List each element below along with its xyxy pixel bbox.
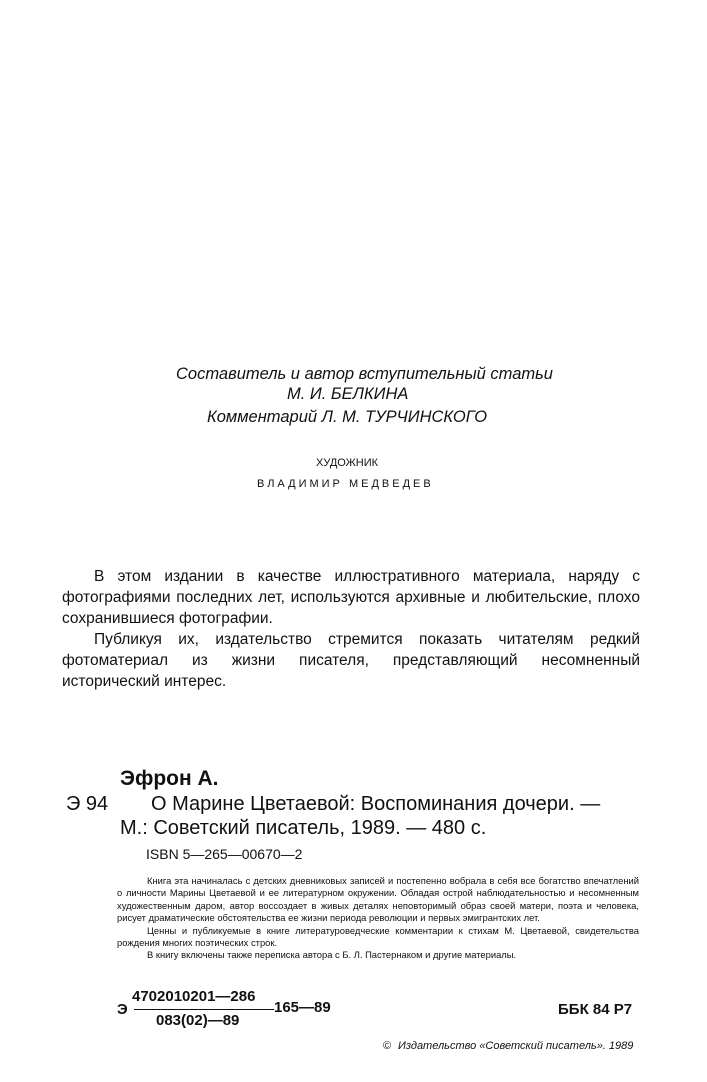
isbn: ISBN 5—265—00670—2 [146, 846, 303, 862]
copyright-symbol: © [383, 1040, 392, 1052]
illustration-notice [62, 566, 640, 692]
compiler-name: М. И. БЕЛКИНА [287, 385, 409, 403]
book-title-line-2: М.: Советский писатель, 1989. — 480 с. [120, 817, 487, 839]
classification-letter: Э [117, 1001, 128, 1018]
annotation-paragraph-1: Книга эта начиналась с детских дневниковых записей и постепенно вобрала в себя все богатство впечатлений о личности Марины Цветаевой и ее литературном окружении. Обладая острой наблюдательностью и несомненным художественным даром, автор воссоздает в живых деталях неповторимый образ своей матери, поэта и человека, рисует драматические обстоятельства ее жизни периода революции и первых эмигрантских лет. [117, 875, 639, 924]
annotation [117, 875, 639, 962]
bbk-code: ББК 84 Р7 [558, 1001, 633, 1018]
artist-name: ВЛАДИМИР МЕДВЕДЕВ [257, 478, 434, 490]
annotation-paragraph-3: В книгу включены также переписка автора с Б. Л. Пастернаком и другие материалы. [147, 949, 517, 961]
catalog-index: Э 94 [66, 793, 109, 815]
classification-numerator: 4702010201—286 [132, 988, 256, 1005]
classification-suffix: 165—89 [274, 999, 331, 1016]
classification-denominator: 083(02)—89 [156, 1012, 240, 1029]
artist-label: ХУДОЖНИК [316, 457, 379, 469]
notice-paragraph-1: В этом издании в качестве иллюстративного материала, наряду с фотографиями последних лет, используются архивные и любительские, плохо сохранившиеся фотографии. [62, 568, 640, 627]
copyright-text: Издательство «Советский писатель». 1989 [398, 1040, 634, 1052]
fraction-bar [134, 1009, 274, 1010]
commentary-line: Комментарий Л. М. ТУРЧИНСКОГО [207, 408, 488, 426]
annotation-paragraph-2: Ценны и публикуемые в книге литературоведческие комментарии к стихам М. Цветаевой, свидетельства рождения многих поэтических строк. [117, 924, 639, 949]
compiler-line: Составитель и автор вступительный статьи [176, 365, 553, 383]
notice-paragraph-2: Публикуя их, издательство стремится показать читателям редкий фотоматериал из жизни писателя, представляющий несомненный исторический интерес. [62, 631, 640, 690]
book-title-line-1: О Марине Цветаевой: Воспоминания дочери. — [151, 793, 601, 815]
author-name: Эфрон А. [120, 767, 219, 790]
